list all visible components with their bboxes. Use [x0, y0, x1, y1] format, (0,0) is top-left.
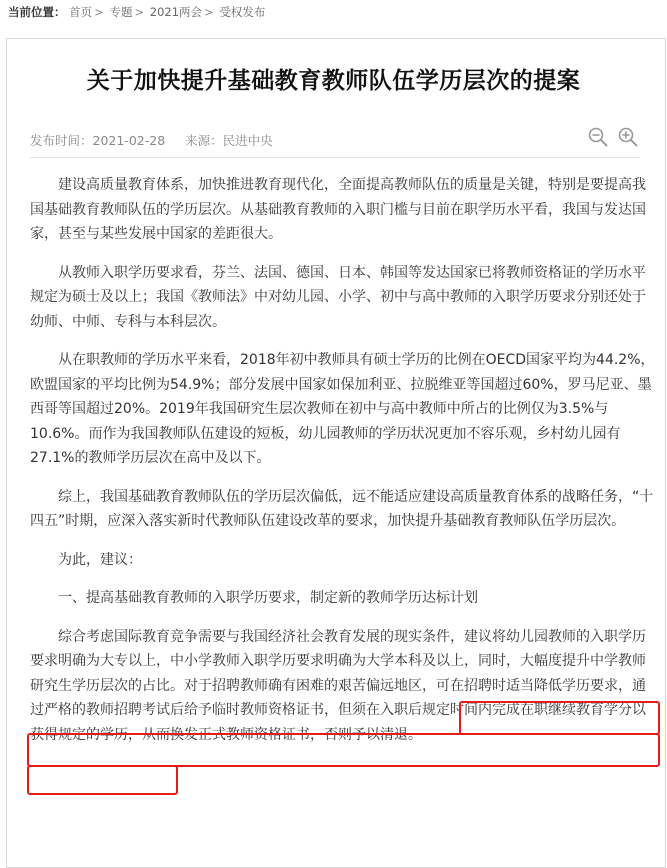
article-meta — [30, 131, 289, 149]
breadcrumb-authorized-release[interactable]: 受权发布 — [219, 5, 266, 19]
breadcrumb-home[interactable]: 首页 — [69, 5, 93, 19]
paragraph-6: 一、提高基础教育教师的入职学历要求，制定新的教师学历达标计划 — [58, 590, 478, 606]
paragraph-3: 从在职教师的学历水平来看，2018年初中教师具有硕士学历的比例在OECD国家平均为44.2%，欧盟国家的平均比例为54.9%；部分发展中国家如保加利亚、拉脱维亚等国超过60%，罗马尼亚、墨西哥等国超过20%。2019年我国研究生层次教师在初中与高中教师中所占的比例仅为3.5%与10.6%。而作为我国教师队伍建设的短板，幼儿园教师的学历状况更加不容乐观，乡村幼儿园有27.1%的教师学历层次在高中及以下。 — [30, 352, 655, 466]
breadcrumb-separator: > — [204, 5, 214, 19]
highlight-box — [27, 765, 178, 795]
publish-time: 发布时间：2021-02-28 — [30, 133, 166, 148]
paragraph-2: 从教师入职学历要求看，芬兰、法国、德国、日本、韩国等发达国家已将教师资格证的学历水平规定为硕士及以上；我国《教师法》中对幼儿园、小学、初中与高中教师的入职学历要求分别还处于幼师、中师、专科与本科层次。 — [30, 264, 646, 330]
highlight-box — [27, 733, 660, 767]
zoom-in-icon[interactable] — [617, 126, 639, 148]
breadcrumb-label: 当前位置： — [8, 5, 66, 19]
article-source: 来源：民进中央 — [185, 133, 273, 148]
breadcrumb — [8, 4, 265, 20]
breadcrumb-separator: > — [134, 5, 145, 19]
breadcrumb-topics[interactable]: 专题 — [109, 5, 133, 19]
paragraph-7: 综合考虑国际教育竞争需要与我国经济社会教育发展的现实条件，建议将幼儿园教师的入职学历要求明确为大专以上，中小学教师入职学历要求明确为大学本科及以上，同时，大幅度提升中学教师研究生学历层次的占比。对于招聘教师确有困难的艰苦偏远地区，可在招聘时适当降低学历要求，通过严格的教师招聘考试后给予临时教师资格证书，但须在入职后规定时间内完成在职继续教育学分以获得规定的学历，从而换发正式教师资格证书，否则予以清退。 — [30, 628, 646, 743]
zoom-out-icon[interactable] — [587, 126, 609, 148]
divider — [30, 157, 640, 158]
highlight-box — [459, 701, 660, 735]
breadcrumb-separator: > — [94, 5, 104, 19]
article-body — [30, 173, 658, 761]
paragraph-1: 建设高质量教育体系，加快推进教育现代化，全面提高教师队伍的质量是关键，特别是要提高我国基础教育教师队伍的学历层次。从基础教育教师的入职门槛与目前在职学历水平看，我国与发达国家，甚至与某些发展中国家的差距很大。 — [30, 177, 646, 242]
breadcrumb-2021-sessions[interactable]: 2021两会 — [149, 5, 203, 19]
paragraph-4: 综上，我国基础教育教师队伍的学历层次偏低，远不能适应建设高质量教育体系的战略任务，“十四五”时期，应深入落实新时代教师队伍建设改革的要求，加快提升基础教育教师队伍学历层次。 — [30, 488, 654, 529]
article-title: 关于加快提升基础教育教师队伍学历层次的提案 — [86, 68, 581, 94]
paragraph-5: 为此，建议： — [58, 551, 142, 568]
